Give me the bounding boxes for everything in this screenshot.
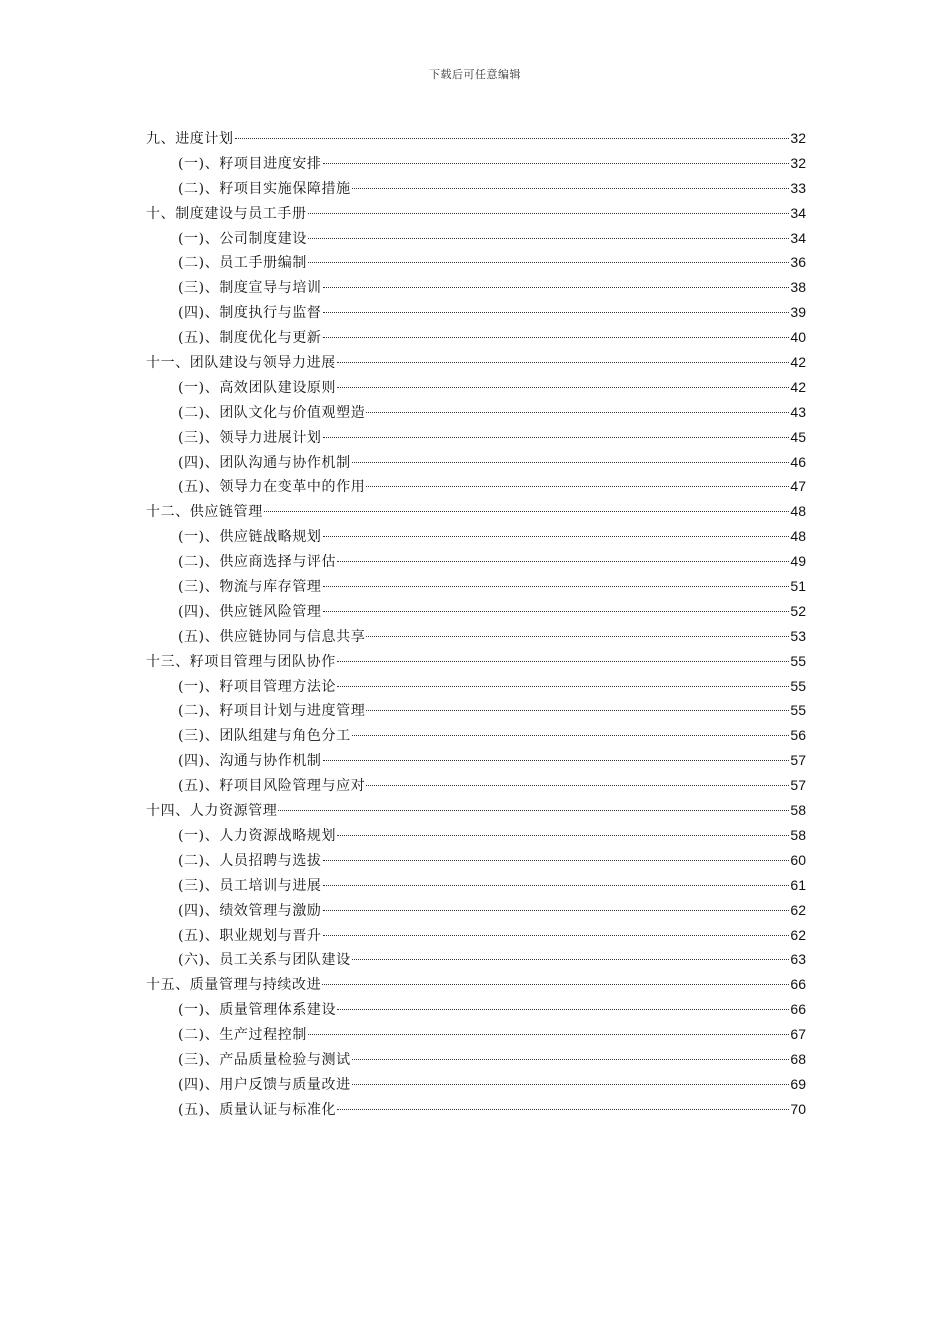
toc-entry-title: (二)、籽项目实施保障措施 — [178, 180, 351, 197]
toc-section-entry[interactable] — [146, 176, 806, 201]
toc-entry-page-number: 67 — [790, 1026, 806, 1043]
toc-section-entry[interactable] — [146, 325, 806, 350]
toc-dot-leader — [337, 387, 789, 388]
toc-entry-title: 十五、质量管理与持续改进 — [146, 977, 322, 994]
toc-section-entry[interactable] — [146, 873, 806, 898]
toc-entry-page-number: 68 — [790, 1050, 806, 1067]
toc-entry-page-number: 42 — [790, 354, 806, 371]
toc-dot-leader — [323, 536, 790, 537]
toc-section-entry[interactable] — [146, 574, 806, 599]
toc-dot-leader — [235, 138, 790, 139]
toc-section-entry[interactable] — [146, 898, 806, 923]
toc-entry-title: (一)、籽项目管理方法论 — [178, 678, 337, 695]
toc-dot-leader — [308, 213, 790, 214]
toc-dot-leader — [323, 287, 790, 288]
toc-section-entry[interactable] — [146, 997, 806, 1022]
toc-dot-leader — [323, 760, 790, 761]
toc-entry-title: (二)、生产过程控制 — [178, 1027, 307, 1044]
toc-entry-title: (三)、物流与库存管理 — [178, 579, 322, 596]
toc-dot-leader — [366, 785, 789, 786]
toc-entry-page-number: 32 — [790, 154, 806, 171]
toc-entry-page-number: 55 — [790, 677, 806, 694]
toc-dot-leader — [337, 1109, 789, 1110]
toc-dot-leader — [323, 935, 790, 936]
toc-entry-title: (一)、供应链战略规划 — [178, 529, 322, 546]
toc-section-entry[interactable] — [146, 1072, 806, 1097]
toc-entry-page-number: 36 — [790, 254, 806, 271]
toc-entry-page-number: 33 — [790, 179, 806, 196]
toc-section-entry[interactable] — [146, 848, 806, 873]
toc-section-entry[interactable] — [146, 923, 806, 948]
toc-dot-leader — [278, 810, 789, 811]
toc-dot-leader — [366, 412, 789, 413]
toc-entry-title: (一)、人力资源战略规划 — [178, 827, 337, 844]
toc-entry-title: 十、制度建设与员工手册 — [146, 205, 307, 222]
toc-section-entry[interactable] — [146, 226, 806, 251]
toc-entry-title: (四)、供应链风险管理 — [178, 603, 322, 620]
toc-entry-page-number: 62 — [790, 901, 806, 918]
toc-section-entry[interactable] — [146, 723, 806, 748]
toc-entry-page-number: 48 — [790, 503, 806, 520]
toc-entry-title: 十三、籽项目管理与团队协作 — [146, 653, 336, 670]
toc-section-entry[interactable] — [146, 375, 806, 400]
toc-entry-page-number: 55 — [790, 702, 806, 719]
toc-section-entry[interactable] — [146, 599, 806, 624]
toc-dot-leader — [308, 1034, 789, 1035]
toc-dot-leader — [352, 1084, 790, 1085]
toc-entry-page-number: 45 — [790, 428, 806, 445]
toc-entry-page-number: 53 — [790, 627, 806, 644]
toc-entry-page-number: 55 — [790, 652, 806, 669]
toc-entry-title: (四)、团队沟通与协作机制 — [178, 454, 351, 471]
toc-entry-page-number: 66 — [790, 976, 806, 993]
toc-entry-page-number: 46 — [790, 453, 806, 470]
toc-chapter-entry[interactable] — [146, 126, 806, 151]
toc-section-entry[interactable] — [146, 474, 806, 499]
toc-entry-page-number: 39 — [790, 304, 806, 321]
toc-entry-page-number: 52 — [790, 602, 806, 619]
toc-section-entry[interactable] — [146, 1047, 806, 1072]
toc-entry-title: (三)、制度宣导与培训 — [178, 280, 322, 297]
toc-entry-page-number: 40 — [790, 329, 806, 346]
toc-entry-title: (一)、高效团队建设原则 — [178, 379, 337, 396]
toc-entry-page-number: 61 — [790, 876, 806, 893]
toc-entry-title: (五)、质量认证与标准化 — [178, 1101, 337, 1118]
toc-entry-page-number: 47 — [790, 478, 806, 495]
toc-dot-leader — [337, 1009, 789, 1010]
toc-dot-leader — [366, 486, 789, 487]
toc-chapter-entry[interactable] — [146, 972, 806, 997]
toc-dot-leader — [323, 437, 790, 438]
toc-section-entry[interactable] — [146, 1097, 806, 1122]
toc-section-entry[interactable] — [146, 250, 806, 275]
toc-dot-leader — [352, 462, 790, 463]
toc-section-entry[interactable] — [146, 300, 806, 325]
toc-section-entry[interactable] — [146, 450, 806, 475]
toc-chapter-entry[interactable] — [146, 499, 806, 524]
toc-entry-title: (五)、领导力在变革中的作用 — [178, 479, 366, 496]
toc-dot-leader — [352, 188, 790, 189]
toc-entry-title: (二)、人员招聘与选拔 — [178, 852, 322, 869]
toc-dot-leader — [366, 710, 789, 711]
toc-entry-title: (三)、领导力进展计划 — [178, 429, 322, 446]
toc-entry-title: (五)、职业规划与晋升 — [178, 927, 322, 944]
toc-dot-leader — [323, 910, 790, 911]
toc-entry-page-number: 34 — [790, 229, 806, 246]
toc-dot-leader — [323, 885, 790, 886]
toc-entry-title: 九、进度计划 — [146, 131, 234, 147]
toc-entry-title: (一)、公司制度建设 — [178, 230, 307, 247]
toc-dot-leader — [337, 561, 789, 562]
toc-dot-leader — [337, 835, 789, 836]
toc-entry-title: (一)、籽项目进度安排 — [178, 155, 322, 172]
toc-section-entry[interactable] — [146, 947, 806, 972]
toc-entry-page-number: 43 — [790, 403, 806, 420]
toc-dot-leader — [352, 1059, 790, 1060]
toc-section-entry[interactable] — [146, 823, 806, 848]
toc-entry-page-number: 69 — [790, 1075, 806, 1092]
toc-dot-leader — [323, 312, 790, 313]
toc-entry-page-number: 62 — [790, 926, 806, 943]
toc-entry-page-number: 51 — [790, 578, 806, 595]
toc-dot-leader — [337, 686, 789, 687]
toc-entry-page-number: 42 — [790, 378, 806, 395]
toc-dot-leader — [323, 586, 790, 587]
toc-dot-leader — [352, 735, 790, 736]
toc-dot-leader — [323, 337, 790, 338]
toc-entry-page-number: 60 — [790, 851, 806, 868]
toc-entry-title: (三)、团队组建与角色分工 — [178, 728, 351, 745]
toc-section-entry[interactable] — [146, 624, 806, 649]
toc-entry-title: (六)、员工关系与团队建设 — [178, 952, 351, 969]
toc-section-entry[interactable] — [146, 748, 806, 773]
toc-entry-title: (五)、供应链协同与信息共享 — [178, 628, 366, 645]
toc-section-entry[interactable] — [146, 773, 806, 798]
toc-entry-title: (四)、绩效管理与激励 — [178, 902, 322, 919]
toc-entry-page-number: 34 — [790, 204, 806, 221]
toc-chapter-entry[interactable] — [146, 201, 806, 226]
toc-dot-leader — [308, 262, 789, 263]
toc-chapter-entry[interactable] — [146, 798, 806, 823]
toc-section-entry[interactable] — [146, 674, 806, 699]
toc-entry-title: (三)、员工培训与进展 — [178, 877, 322, 894]
toc-entry-title: (四)、沟通与协作机制 — [178, 753, 322, 770]
toc-dot-leader — [308, 238, 789, 239]
toc-entry-title: (二)、供应商选择与评估 — [178, 554, 337, 571]
toc-entry-title: (四)、制度执行与监督 — [178, 305, 322, 322]
table-of-contents — [146, 126, 806, 1122]
toc-entry-page-number: 57 — [790, 777, 806, 794]
toc-entry-page-number: 70 — [790, 1100, 806, 1117]
toc-entry-title: (四)、用户反馈与质量改进 — [178, 1076, 351, 1093]
toc-entry-title: (三)、产品质量检验与测试 — [178, 1051, 351, 1068]
toc-section-entry[interactable] — [146, 275, 806, 300]
toc-chapter-entry[interactable] — [146, 350, 806, 375]
toc-dot-leader — [323, 611, 790, 612]
toc-section-entry[interactable] — [146, 549, 806, 574]
toc-dot-leader — [337, 362, 790, 363]
toc-dot-leader — [337, 661, 790, 662]
toc-entry-page-number: 63 — [790, 951, 806, 968]
toc-section-entry[interactable] — [146, 400, 806, 425]
toc-entry-title: (一)、质量管理体系建设 — [178, 1002, 337, 1019]
toc-entry-page-number: 32 — [790, 130, 806, 146]
toc-entry-title: (五)、籽项目风险管理与应对 — [178, 778, 366, 795]
toc-section-entry[interactable] — [146, 1022, 806, 1047]
toc-entry-page-number: 48 — [790, 528, 806, 545]
toc-entry-title: (二)、籽项目计划与进度管理 — [178, 703, 366, 720]
toc-dot-leader — [322, 984, 789, 985]
toc-entry-title: (二)、员工手册编制 — [178, 255, 307, 272]
toc-dot-leader — [323, 163, 790, 164]
page-header: 下载后可任意编辑 — [429, 68, 521, 81]
toc-section-entry[interactable] — [146, 151, 806, 176]
toc-entry-title: (二)、团队文化与价值观塑造 — [178, 404, 366, 421]
toc-dot-leader — [366, 636, 789, 637]
toc-entry-page-number: 57 — [790, 752, 806, 769]
toc-entry-page-number: 58 — [790, 826, 806, 843]
toc-entry-page-number: 56 — [790, 727, 806, 744]
toc-entry-title: 十四、人力资源管理 — [146, 803, 278, 820]
toc-dot-leader — [352, 959, 790, 960]
toc-entry-title: 十二、供应链管理 — [146, 504, 263, 521]
toc-section-entry[interactable] — [146, 698, 806, 723]
toc-entry-page-number: 49 — [790, 553, 806, 570]
toc-entry-page-number: 58 — [790, 802, 806, 819]
toc-entry-title: 十一、团队建设与领导力进展 — [146, 355, 336, 372]
toc-dot-leader — [264, 511, 790, 512]
toc-entry-page-number: 38 — [790, 279, 806, 296]
toc-section-entry[interactable] — [146, 425, 806, 450]
toc-dot-leader — [323, 860, 790, 861]
toc-entry-title: (五)、制度优化与更新 — [178, 330, 322, 347]
toc-section-entry[interactable] — [146, 524, 806, 549]
toc-chapter-entry[interactable] — [146, 649, 806, 674]
toc-entry-page-number: 66 — [790, 1001, 806, 1018]
